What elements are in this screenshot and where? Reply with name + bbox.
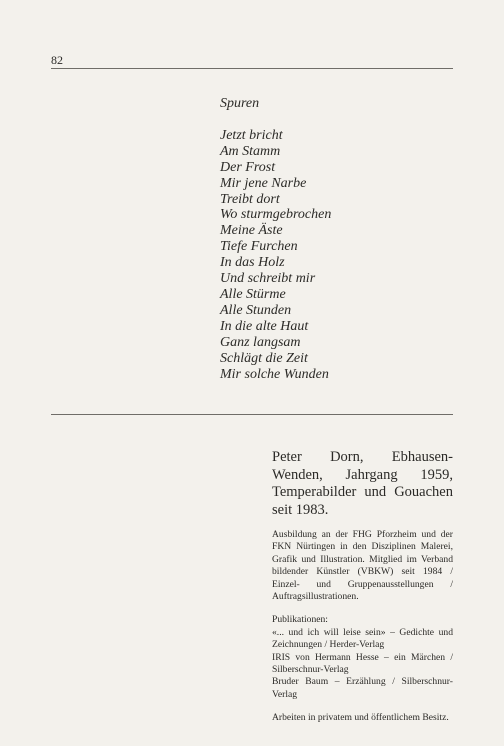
poem-line: Mir jene Narbe — [220, 175, 307, 191]
section-rule — [51, 414, 453, 415]
poem-line: Alle Stunden — [220, 302, 292, 318]
poem-line: Mir solche Wunden — [220, 366, 329, 382]
poem-line: In die alte Haut — [220, 318, 309, 334]
page-number: 82 — [51, 53, 63, 67]
poem-line: Meine Äste — [220, 223, 283, 239]
poem-line: Der Frost — [220, 159, 276, 175]
poem-line: Wo sturmgebrochen — [220, 207, 332, 223]
author-bio — [272, 449, 453, 725]
bio-heading: Peter Dorn, Ebhausen-Wenden, Jahrgang 1959, Temperabilder und Gouachen seit 1983. — [272, 449, 453, 518]
poem-line: Ganz langsam — [220, 334, 301, 350]
publications-label: Publikationen: — [272, 614, 328, 626]
poem-body — [220, 128, 331, 383]
publication-item: «... und ich will leise sein» – Gedichte und Zeichnungen / Herder-Verlag — [272, 626, 453, 651]
publications — [272, 614, 453, 701]
bio-works: Arbeiten in privatem und öffentlichem Besitz. — [272, 712, 449, 724]
poem-line: Tiefe Furchen — [220, 239, 298, 255]
poem-line: In das Holz — [220, 255, 285, 271]
poem-line: Treibt dort — [220, 191, 280, 207]
poem-line: Und schreibt mir — [220, 271, 316, 287]
publication-item: IRIS von Hermann Hesse – ein Märchen / Silberschnur-Verlag — [272, 651, 453, 676]
bio-training: Ausbildung an der FHG Pforzheim und der FKN Nürtingen in den Disziplinen Malerei, Grafik und Illustration. Mitglied im Verband bildender Künstler (VBKW) seit 1984 / Einzel- und Gruppenausstellungen / Auftragsillustrationen. — [272, 529, 453, 603]
poem-line: Am Stamm — [220, 143, 281, 159]
poem-line: Jetzt bricht — [220, 127, 283, 143]
poem — [220, 96, 331, 382]
poem-title: Spuren — [220, 96, 260, 111]
publication-item: Bruder Baum – Erzählung / Silberschnur-Verlag — [272, 676, 453, 700]
poem-line: Schlägt die Zeit — [220, 350, 308, 366]
poem-line: Alle Stürme — [220, 286, 286, 302]
header-rule — [51, 68, 453, 69]
